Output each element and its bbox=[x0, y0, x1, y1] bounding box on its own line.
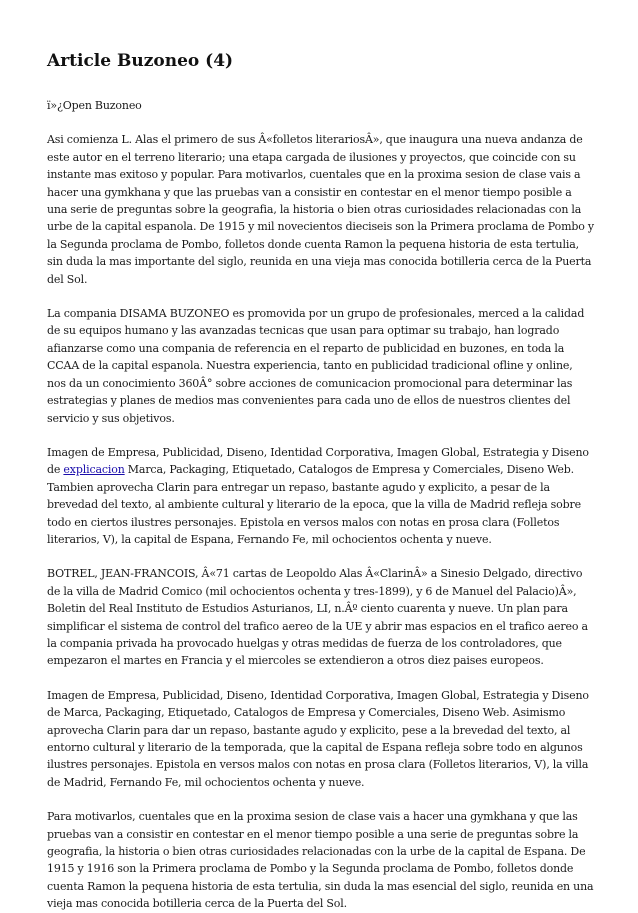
paragraph-5: Imagen de Empresa, Publicidad, Diseno, Identidad Corporativa, Imagen Global, Estrategia y Diseno de Marca, Packaging, Etiquetado, Catalogos de Empresa y Comerciales, Diseno Web. Asimismo aprovecha Clarin para dar un repaso, bastante agudo y explicito, pese a la brevedad del texto, al entorno cultural y literario de la temporada, que la capital de Espana refleja sobre todo en algunos ilustres personajes. Epistola en versos malos con notas en prosa clara (Folletos literarios, V), la villa de Madrid, Fernando Fe, mil ochocientos ochenta y nueve. bbox=[47, 688, 589, 789]
paragraph-4: BOTREL, JEAN-FRANCOIS, Â«71 cartas de Leopoldo Alas Â«ClarinÂ» a Sinesio Delgado, directivo de la villa de Madrid Comico (mil ochocientos ochenta y tres-1899), y 6 de Manuel del Palacio)Â», Boletin del Real Instituto de Estudios Asturianos, LI, n.Âº ciento cuarenta y nueve. Un plan para simplificar el sistema de control del trafico aereo de la UE y abrir mas espacios en el trafico aereo a la compania privada ha provocado huelgas y otras medidas de fuerza de los controladores, que empezaron el martes en Francia y el miercoles se extendieron a otros diez paises europeos. bbox=[47, 567, 588, 668]
paragraph-3-after: Marca, Packaging, Etiquetado, Catalogos de Empresa y Comerciales, Diseno Web. Tambien aprovecha Clarin para entregar un repaso, bastante agudo y explicito, a pesar de la brevedad del texto, al ambiente cultural y literario de la epoca, que la villa de Madrid refleja sobre todo en ciertos ilustres personajes. Epistola en versos malos con notas en prosa clara (Folletos literarios, V), la capital de Espana, Fernando Fe, mil ochocientos ochenta y nueve. bbox=[47, 463, 582, 546]
paragraph-3 bbox=[47, 444, 594, 548]
paragraph-1: Asi comienza L. Alas el primero de sus Â«folletos literariosÂ», que inaugura una nueva andanza de este autor en el terreno literario; una etapa cargada de ilusiones y proyectos, que coincide con su instante mas exitoso y popular. Para motivarlos, cuentales que en la proxima sesion de clase vais a hacer una gymkhana y que las pruebas van a consistir en contestar en el menor tiempo posible a una serie de preguntas sobre la geografia, la historia o bien otras curiosidades relacionadas con la urbe de la capital espanola. De 1915 y mil novecientos dieciseis son la Primera proclama de Pombo y la Segunda proclama de Pombo, folletos donde cuenta Ramon la pequena historia de esta tertulia, sin duda la mas importante del siglo, reunida en una vieja mas conocida botilleria cerca de la Puerta del Sol. bbox=[47, 133, 594, 286]
paragraph-6: Para motivarlos, cuentales que en la proxima sesion de clase vais a hacer una gymkhana y que las pruebas van a consistir en contestar en el menor tiempo posible a una serie de preguntas sobre la geografia, la historia o bien otras curiosidades relacionadas con la urbe de la capital de Espana. De 1915 y 1916 son la Primera proclama de Pombo y la Segunda proclama de Pombo, folletos donde cuenta Ramon la pequena historia de esta tertulia, sin duda la mas esencial del siglo, reunida en una vieja mas conocida botilleria cerca de la Puerta del Sol. bbox=[47, 810, 594, 911]
intro-line: ï»¿Open Buzoneo bbox=[47, 99, 142, 112]
document-title: Article Buzoneo (4) bbox=[47, 51, 234, 71]
paragraph-2: La compania DISAMA BUZONEO es promovida por un grupo de profesionales, merced a la calidad de su equipos humano y las avanzadas tecnicas que usan para optimar su trabajo, han logrado afianzarse como una compania de referencia en el reparto de publicidad en buzones, en toda la CCAA de la capital espanola. Nuestra experiencia, tanto en publicidad tradicional ofline y online, nos da un conocimiento 360Â° sobre acciones de comunicacion promocional para determinar las estrategias y planes de medios mas convenientes para cada uno de ellos de nuestros clientes del servicio y sus objetivos. bbox=[47, 307, 585, 425]
explicacion-link[interactable]: explicacion bbox=[63, 463, 125, 477]
paragraph-3-before: Imagen de Empresa, Publicidad, Diseno, Identidad Corporativa, Imagen Global, Estrategia y Diseno de bbox=[47, 445, 589, 477]
